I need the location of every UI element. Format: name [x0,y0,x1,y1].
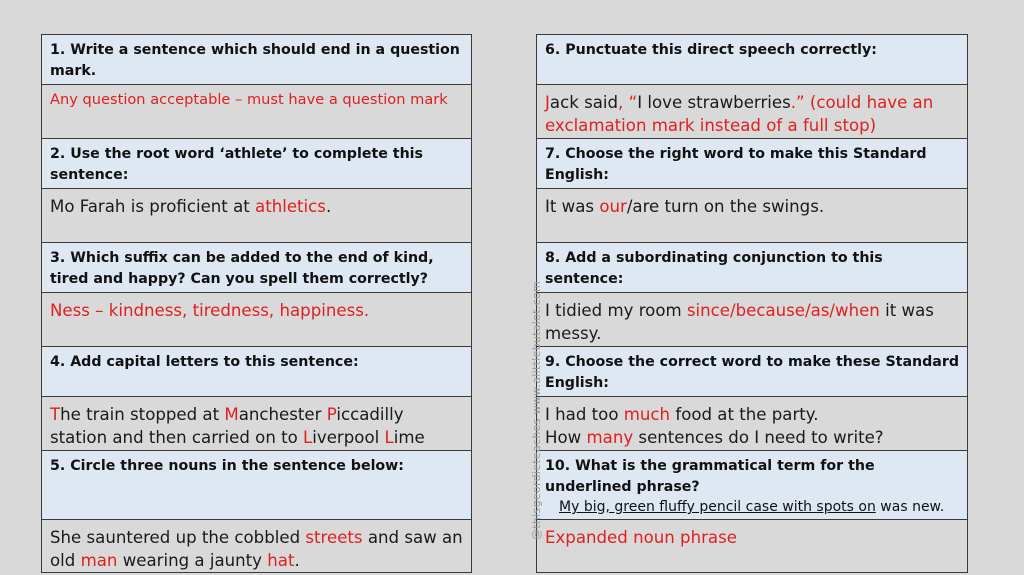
answer-4 [41,396,472,451]
noun-highlight: hat [267,551,295,570]
capital-letter: J [545,93,550,112]
answer-1-text: Any question acceptable – must have a question mark [50,91,448,108]
answer-6-note: (could have an exclamation mark instead of a full stop) [545,93,934,135]
capital-letter: P [326,405,337,424]
answer-4-text: he train stopped at [60,405,225,424]
question-8 [536,242,968,293]
answer-9-highlight: much [623,405,671,424]
answer-5 [41,519,472,573]
capital-letter: M [224,405,239,424]
question-8-text: 8. Add a subordinating conjunction to this sentence: [545,250,883,287]
answer-8 [536,292,968,347]
answer-5-text: . [294,551,300,570]
answer-7 [536,188,968,243]
answer-7-text: It was [545,197,600,216]
question-3-text: 3. Which suffix can be added to the end of kind, tired and happy? Can you spell them correctly? [50,250,434,287]
answer-2-punct: . [325,197,332,216]
answer-4-text: anchester [238,405,327,424]
answer-9-line-1 [545,403,959,426]
punctuation-highlight: “ [628,93,638,112]
question-10-text: 10. What is the grammatical term for the underlined phrase? [545,458,875,495]
answer-6 [536,84,968,139]
answer-6-text: ack said [549,93,619,112]
question-4-text: 4. Add capital letters to this sentence: [50,354,359,370]
punctuation-highlight: .” [790,93,805,112]
answer-2 [41,188,472,243]
answer-9-highlight: many [586,428,634,447]
left-column [41,34,472,573]
answer-9-text: How [545,428,587,447]
answer-4-text: iccadilly station and then carried on to [50,405,404,447]
answer-3-text: Ness – kindness, tiredness, happiness. [50,301,370,320]
question-3 [41,242,472,293]
question-10-phrase-rest: was new. [875,499,945,515]
answer-9-text: I had too [545,405,624,424]
question-4 [41,346,472,397]
question-1-text: 1. Write a sentence which should end in a question mark. [50,42,460,79]
answer-5-text: and saw an old [50,528,463,570]
capital-letter: L [303,428,313,447]
answer-8-text: I tidied my room [545,301,687,320]
underlined-phrase: My big, green fluffy pencil case with spots on [559,499,876,515]
question-6 [536,34,968,85]
answer-10-text: Expanded noun phrase [545,528,737,547]
answer-9-line-2 [545,426,959,449]
answer-2-text: Mo Farah is proficient at [50,197,256,216]
capital-letter: T [50,405,61,424]
question-2 [41,138,472,189]
question-10-phrase [545,497,959,517]
noun-highlight: streets [305,528,363,547]
answer-8-highlight: since/because/as/when [686,301,880,320]
answer-7-text: /are turn on the swings. [626,197,825,216]
punctuation-highlight: , [618,93,624,112]
answer-5-text: wearing a jaunty [117,551,268,570]
question-10 [536,450,968,520]
answer-4-text: ime [393,428,425,447]
answer-9 [536,396,968,451]
question-2-text: 2. Use the root word ‘athlete’ to complete this sentence: [50,146,423,183]
question-9 [536,346,968,397]
answer-2-highlight: athletics [255,197,326,216]
answer-6-text: I love strawberries [637,93,791,112]
watermark: @thisgeordieteaches www.alittlebutalot.com [530,281,543,540]
capital-letter: L [384,428,394,447]
question-9-text: 9. Choose the correct word to make these Standard English: [545,354,960,391]
answer-10 [536,519,968,573]
question-1 [41,34,472,85]
answer-4-text: iverpool [312,428,385,447]
answer-1 [41,84,472,139]
answer-9-text: sentences do I need to write? [633,428,884,447]
right-column [536,34,968,573]
question-6-text: 6. Punctuate this direct speech correctly: [545,42,877,58]
answer-7-highlight: our [599,197,627,216]
answer-5-text: She sauntered up the cobbled [50,528,306,547]
question-7-text: 7. Choose the right word to make this Standard English: [545,146,927,183]
question-5 [41,450,472,520]
question-7 [536,138,968,189]
answer-9-text: food at the party. [670,405,819,424]
noun-highlight: man [80,551,118,570]
answer-3 [41,292,472,347]
question-5-text: 5. Circle three nouns in the sentence below: [50,458,404,474]
answer-8-text: it was messy. [545,301,934,343]
